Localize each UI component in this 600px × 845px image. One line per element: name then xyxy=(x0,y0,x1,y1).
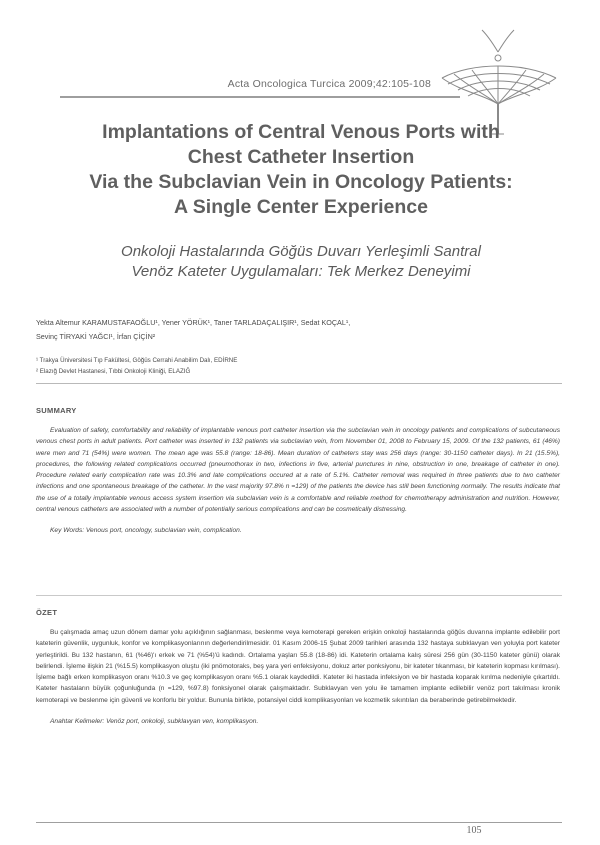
page-number: 105 xyxy=(466,824,482,836)
summary-heading: SUMMARY xyxy=(36,406,77,415)
title-line: Implantations of Central Venous Ports with xyxy=(102,121,500,143)
affiliation-line: ² Elazığ Devlet Hastanesi, Tıbbi Onkoloji Kliniği, ELAZIĞ xyxy=(36,368,191,375)
section-divider xyxy=(36,383,562,384)
ozet-keywords: Anahtar Kelimeler: Venöz port, onkoloji, subklavyan ven, komplikasyon. xyxy=(50,718,259,726)
turkish-title xyxy=(40,242,562,282)
title-line: Via the Subclavian Vein in Oncology Patients: xyxy=(89,171,513,193)
ozet-heading: ÖZET xyxy=(36,608,58,617)
affiliations xyxy=(36,355,546,377)
title-line: A Single Center Experience xyxy=(174,196,428,218)
turkish-title-line: Venöz Kateter Uygulamaları: Tek Merkez Deneyimi xyxy=(131,263,471,280)
summary-keywords: Key Words: Venous port, oncology, subclavian vein, complication. xyxy=(50,527,242,535)
ozet-text: Bu çalışmada amaç uzun dönem damar yolu açıklığının sağlanması, beslenme veya kemoterapi gereken erişkin onkoloji hastalarında göğüs duvarına implante edilebilir port kateterin güvenlik, uygunluk, konfor ve komplikasyonlarının değerlendirilmesidir. 01 Kasım 2006-15 Şubat 2009 tarihleri arasında 132 hastaya subklavyan ven yoluyla port kateter yerleştirildi. Bu 132 hastanın, 61 (%46)'ı erkek ve 71 (%54)'ü kadındı. Ortalama yaşları 55.8 (18-86) idi. Kateterin ortalama kalış süresi 256 gün (30-1150 kateter günü) olarak belirlendi. İşleme ilişkin 21 (%15.5) komplikasyon oluştu (iki pnömotoraks, beş yara yeri enfeksiyonu, dokuz arter ponksiyonu, bir kateter tıkanması, bir kateterin kopması kırılması). İşleme bağlı erken komplikasyon oranı %10.3 ve geç komplikasyon oranı %5.1 olarak kaydedildi. Kateter iki hastada infeksiyon ve bir hastada koparak kırılma nedeniyle çıkartıldı. Kateter hastaların büyük çoğunluğunda (n =129, %97.8) fonksiyonel olarak çalışmaktadır. Subklavyan ven yolu ile tamamen implante edilebilir venöz port takılması kronik kemoterapi ve beslenme için güvenli ve konforlu bir yoldur. Bununla birlikte, potansiyel ciddi komplikasyonları ve kozmetik sıkıntıları da beraberinde getirebilmektedir. xyxy=(36,629,560,704)
ozet-section xyxy=(36,608,560,725)
author-line: Yekta Altemur KARAMUSTAFAOĞLU¹, Yener YÖRÜK¹, Taner TARLADAÇALIŞIR¹, Sedat KOÇAL¹, xyxy=(36,318,351,327)
author-list xyxy=(36,316,546,344)
author-line: Sevinç TİRYAKİ YAĞCI¹, İrfan ÇİÇİN² xyxy=(36,332,156,341)
header-rule xyxy=(60,96,460,98)
turkish-title-line: Onkoloji Hastalarında Göğüs Duvarı Yerleşimli Santral xyxy=(121,243,481,260)
summary-text: Evaluation of safety, comfortability and reliability of implantable venous port catheter insertion via the subclavian vein in oncology patients and complications of subcutaneous venous chest ports in adult patients. Port catheter was inserted in 132 patients via subclavian vein, from November 01, 2008 to February 15, 2009. Of the 132 patients, 61 (46%) were men and 71 (54%) were women. The mean age was 55.8 (range: 18-86). Mean duration of catheters stay was 256 days (range: 30-1150 catheter days). In 21 (15.5%), procedures, the following related complications occurred (pneumothorax in two, infections in five, arterial punctures in nine, obstruction in one, breakage of catheter in one). Procedure related early complication rate was 10.3% and late complications occured at a rate of 5.1%. Catheter removal was required in three patients due to two catheter infections and one spontaneous breakage of the catheter. In the vast majority 97.8% n =129) of the patients the device has still been functioning normally. The results indicate that the use of a totally implantable venous access system insertion via subclavian vein is a comfortable and reliable method for chemotherapy administration and nutrition. However, central venous catheters are associated with a number of potentially serious complications and can be cosmetically distressing. xyxy=(36,427,560,514)
title-line: Chest Catheter Insertion xyxy=(187,146,415,168)
journal-citation: Acta Oncologica Turcica 2009;42:105-108 xyxy=(227,78,431,90)
summary-section xyxy=(36,406,560,534)
section-divider xyxy=(36,595,562,596)
affiliation-line: ¹ Trakya Üniversitesi Tıp Fakültesi, Göğüs Cerrahi Anabilim Dalı, EDİRNE xyxy=(36,357,238,364)
article-title xyxy=(40,120,562,220)
